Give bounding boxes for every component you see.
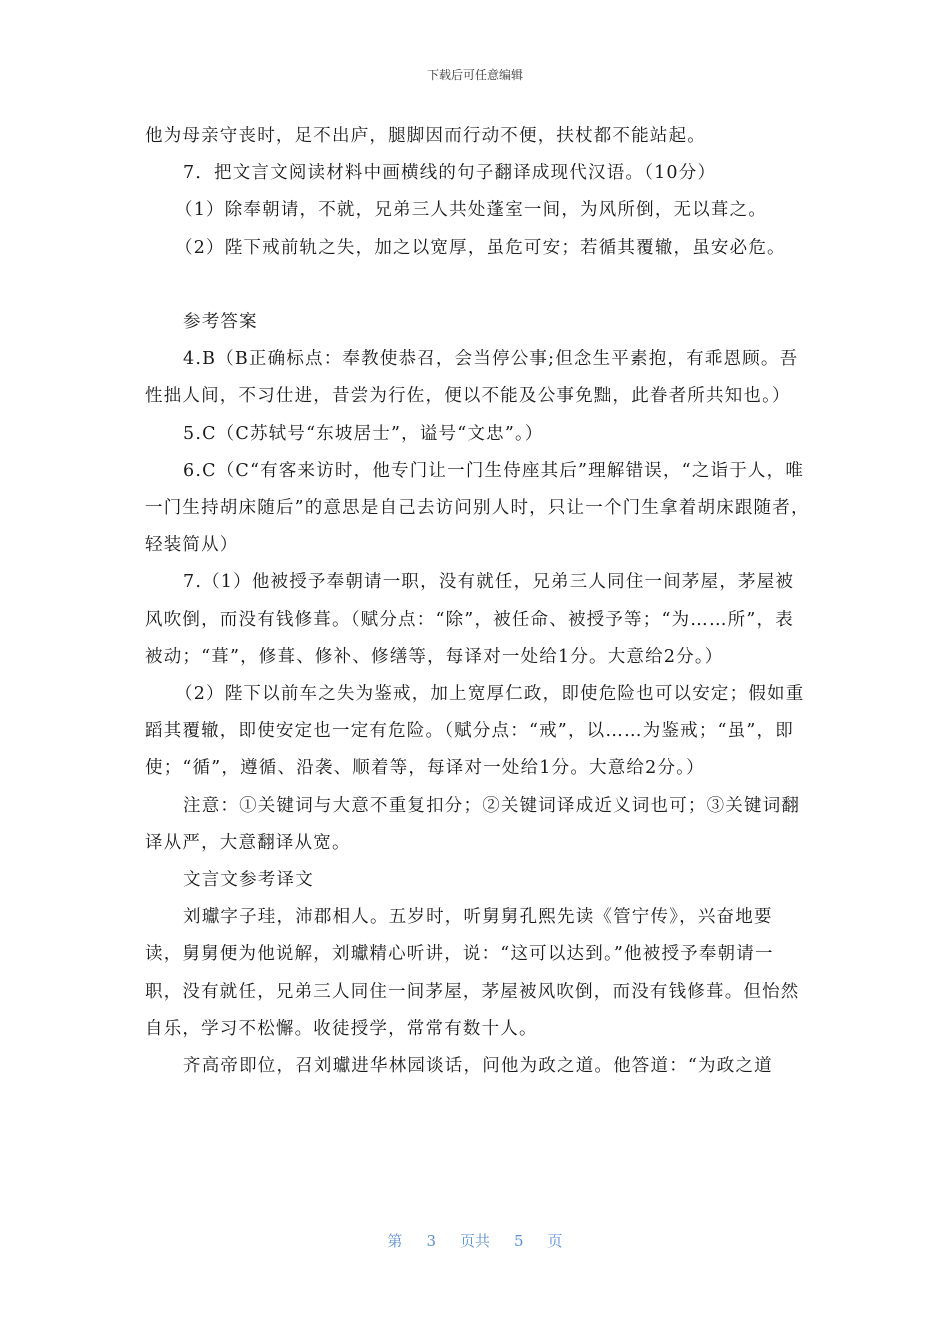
page-label-mid: 页共 [459,1232,490,1250]
translation-paragraph-1: 刘瓛字子珪，沛郡相人。五岁时，听舅舅孔熙先读《管宁传》，兴奋地要读，舅舅便为他说解，刘瓛精心听讲，说：“这可以达到。”他被授予奉朝请一职，没有就任，兄弟三人同住一间茅屋，茅屋被风吹倒，而没有钱修葺。但怡然自乐，学习不松懈。收徒授学，常常有数十人。 [145,907,800,1039]
page-total: 5 [514,1232,524,1250]
page-label-prefix: 第 [387,1232,403,1250]
blank-line [145,267,810,304]
answer-5: 5.C（C苏轼号“东坡居士”，谥号“文忠”。） [183,423,544,444]
answer-7-part-2: （2）陛下以前车之失为鉴戒，加上宽厚仁政，即使危险也可以安定；假如重蹈其覆辙，即使安定也一定有危险。（赋分点：“戒”，以……为鉴戒；“虽”，即使；“循”，遵循、沿袭、顺着等，每译对一处给1分。大意给2分。） [145,684,805,779]
grading-note: 注意：①关键词与大意不重复扣分；②关键词译成近义词也可；③关键词翻译从严，大意翻译从宽。 [145,795,801,853]
page-header-note: 下载后可任意编辑 [426,68,523,82]
document-body [145,118,810,1085]
body-line-1: 他为母亲守丧时，足不出庐，腿脚因而行动不便，扶杖都不能站起。 [145,126,706,146]
question-7-sentence-2: （2）陛下戒前轨之失，加之以宽厚，虽危可安；若循其覆辙，虽安必危。 [175,237,786,258]
answers-title: 参考答案 [183,312,258,332]
page-footer [0,1230,950,1251]
page-current: 3 [426,1232,436,1250]
translation-paragraph-2: 齐高帝即位，召刘瓛进华林园谈话，问他为政之道。他答道：“为政之道 [183,1056,773,1077]
question-7: 7．把文言文阅读材料中画横线的句子翻译成现代汉语。（10分） [183,163,717,184]
page-label-suffix: 页 [547,1232,563,1250]
answer-4: 4.B（B正确标点：奉教使恭召，会当停公事;但念生平素抱，有乖恩顾。吾性拙人间，不习仕进，昔尝为行佐，便以不能及公事免黜，此眷者所共知也。） [145,349,799,407]
question-7-sentence-1: （1）除奉朝请，不就，兄弟三人共处蓬室一间，为风所倒，无以葺之。 [175,200,768,221]
answer-6: 6.C（C“有客来访时，他专门让一门生侍座其后”理解错误，“之诣于人，唯一门生持胡床随后”的意思是自己去访问别人时，只让一个门生拿着胡床跟随者，轻装简从） [145,460,810,556]
translation-title: 文言文参考译文 [183,870,314,891]
answer-7-part-1: 7.（1）他被授予奉朝请一职，没有就任，兄弟三人同住一间茅屋，茅屋被风吹倒，而没有钱修葺。（赋分点：“除”，被任命、被授予等；“为……所”，表被动；“葺”，修葺、修补、修缮等，每译对一处给1分。大意给2分。） [145,572,795,667]
